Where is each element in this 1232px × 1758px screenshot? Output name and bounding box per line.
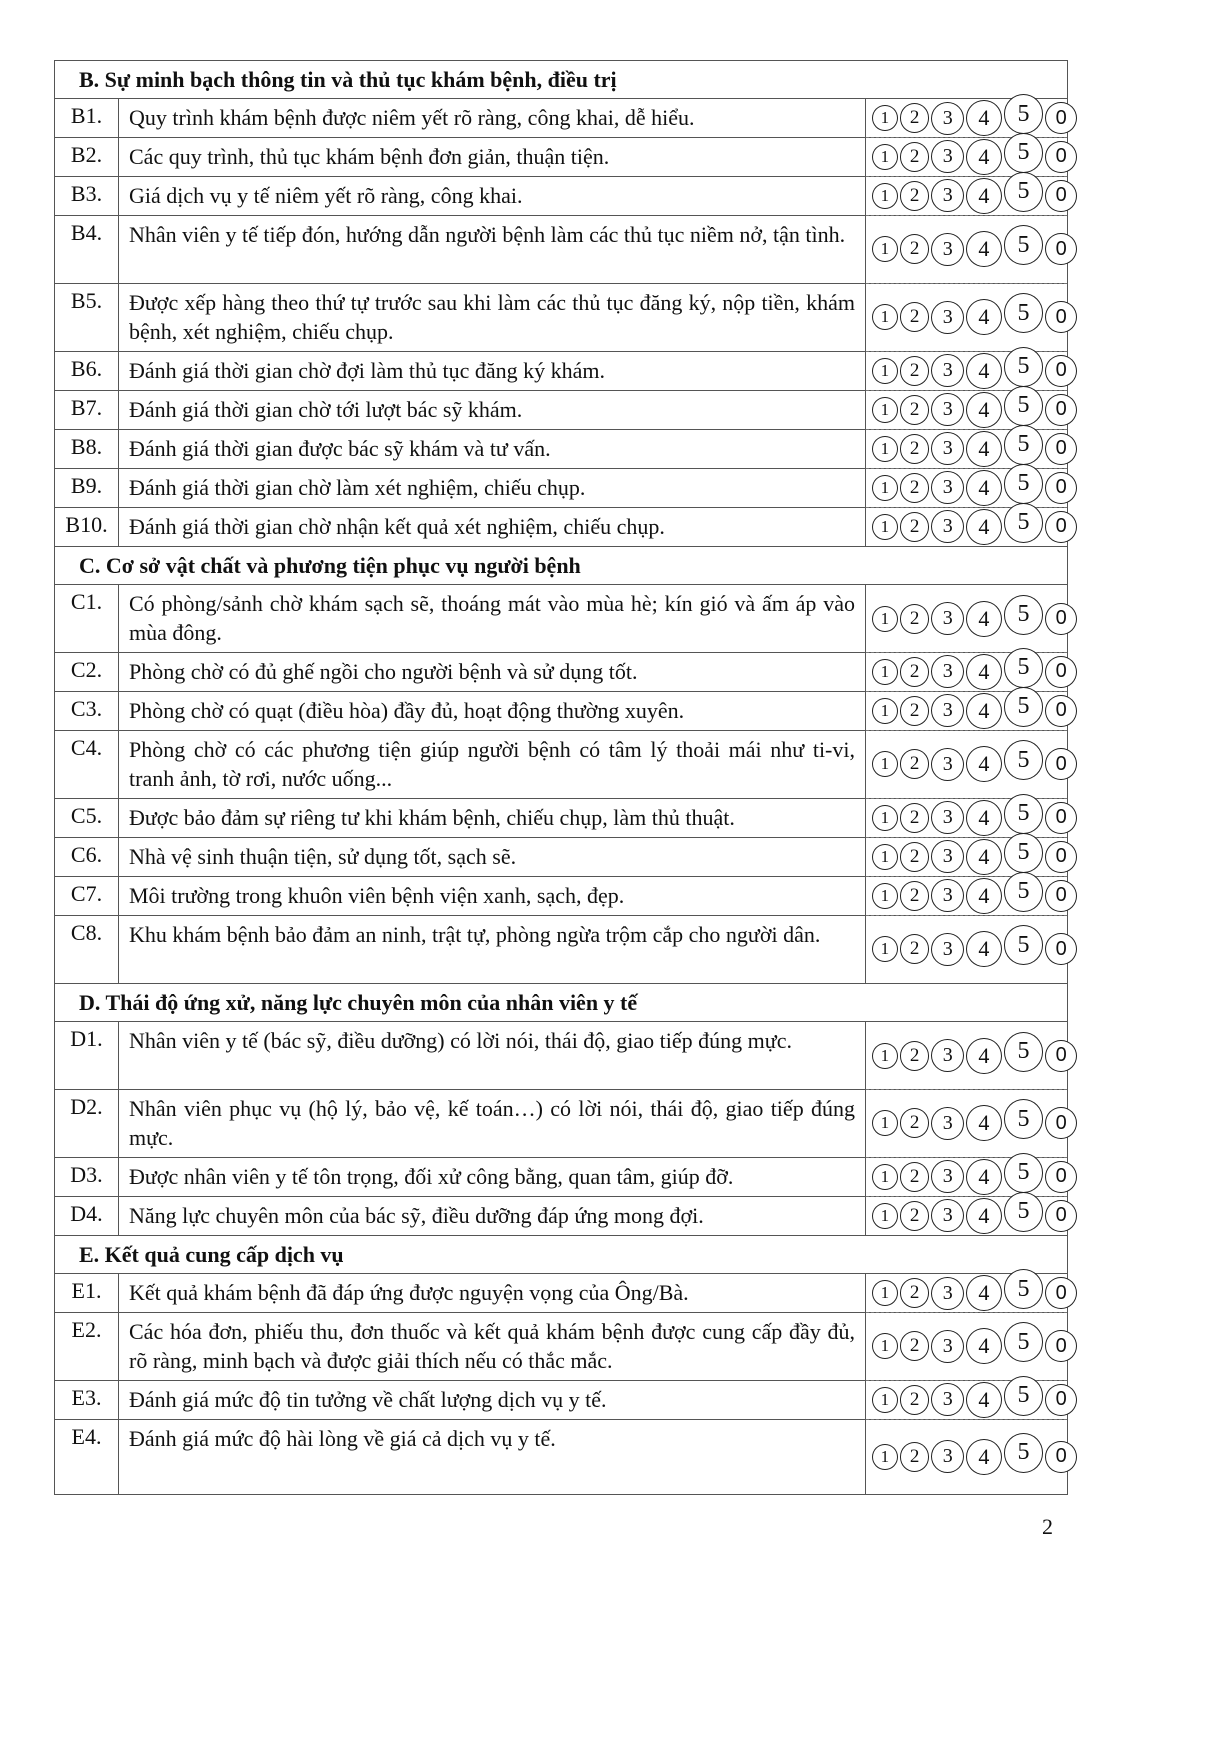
rating-scale <box>866 390 1067 430</box>
rating-option-5[interactable]: 5 <box>1004 347 1044 387</box>
rating-option-1[interactable]: 1 <box>872 844 898 870</box>
rating-option-3[interactable]: 3 <box>931 1039 964 1072</box>
rating-option-2[interactable]: 2 <box>900 934 930 964</box>
question-text: Các hóa đơn, phiếu thu, đơn thuốc và kết quả khám bệnh được cung cấp đầy đủ, rõ ràng, minh bạch và được giải thích nếu có thắc mắc. <box>119 1313 866 1380</box>
rating-option-1[interactable]: 1 <box>872 1280 898 1306</box>
rating-option-4[interactable]: 4 <box>966 693 1002 729</box>
question-code: B7. <box>55 391 119 429</box>
rating-option-4[interactable]: 4 <box>966 509 1002 545</box>
question-code: D4. <box>55 1197 119 1235</box>
rating-option-4[interactable]: 4 <box>966 231 1002 267</box>
rating-option-5[interactable]: 5 <box>1004 225 1044 265</box>
rating-option-2[interactable]: 2 <box>900 1041 930 1071</box>
question-code: B4. <box>55 216 119 283</box>
question-text: Nhân viên y tế (bác sỹ, điều dưỡng) có lời nói, thái độ, giao tiếp đúng mực. <box>119 1022 866 1089</box>
rating-option-5[interactable]: 5 <box>1004 464 1044 504</box>
rating-option-1[interactable]: 1 <box>872 105 898 131</box>
question-text: Được bảo đảm sự riêng tư khi khám bệnh, chiếu chụp, làm thủ thuật. <box>119 799 866 837</box>
rating-option-4[interactable]: 4 <box>966 601 1002 637</box>
question-code: B9. <box>55 469 119 507</box>
question-row <box>55 177 1067 216</box>
rating-option-4[interactable]: 4 <box>966 353 1002 389</box>
rating-option-2[interactable]: 2 <box>900 434 930 464</box>
rating-option-4[interactable]: 4 <box>966 1159 1002 1195</box>
rating-option-3[interactable]: 3 <box>931 694 964 727</box>
rating-option-0[interactable]: 0 <box>1045 880 1077 912</box>
rating-option-0[interactable]: 0 <box>1045 1384 1077 1416</box>
rating-scale <box>866 837 1067 877</box>
question-text: Giá dịch vụ y tế niêm yết rõ ràng, công khai. <box>119 177 866 215</box>
rating-option-3[interactable]: 3 <box>931 879 964 912</box>
question-code: C1. <box>55 585 119 652</box>
rating-option-3[interactable]: 3 <box>931 301 964 334</box>
question-text: Đánh giá thời gian được bác sỹ khám và tư vấn. <box>119 430 866 468</box>
rating-scale <box>866 876 1067 916</box>
rating-option-3[interactable]: 3 <box>931 1199 964 1232</box>
rating-option-0[interactable]: 0 <box>1045 748 1077 780</box>
rating-option-2[interactable]: 2 <box>900 302 930 332</box>
rating-option-2[interactable]: 2 <box>900 604 930 634</box>
rating-option-0[interactable]: 0 <box>1045 1040 1077 1072</box>
rating-scale <box>866 798 1067 838</box>
rating-option-4[interactable]: 4 <box>966 431 1002 467</box>
question-row <box>55 585 1067 653</box>
rating-option-1[interactable]: 1 <box>872 805 898 831</box>
question-code: C8. <box>55 916 119 983</box>
rating-option-2[interactable]: 2 <box>900 1162 930 1192</box>
section-header: B. Sự minh bạch thông tin và thủ tục khám bệnh, điều trị <box>55 61 1067 99</box>
question-row <box>55 1274 1067 1313</box>
rating-option-4[interactable]: 4 <box>966 470 1002 506</box>
rating-option-1[interactable]: 1 <box>872 514 898 540</box>
rating-option-5[interactable]: 5 <box>1004 1376 1044 1416</box>
rating-option-3[interactable]: 3 <box>931 801 964 834</box>
rating-option-1[interactable]: 1 <box>872 936 898 962</box>
question-code: E4. <box>55 1420 119 1494</box>
section-header: C. Cơ sở vật chất và phương tiện phục vụ người bệnh <box>55 547 1067 585</box>
rating-option-1[interactable]: 1 <box>872 397 898 423</box>
question-code: B6. <box>55 352 119 390</box>
question-code: B8. <box>55 430 119 468</box>
rating-option-3[interactable]: 3 <box>931 933 964 966</box>
question-row <box>55 99 1067 138</box>
rating-scale <box>866 1419 1067 1495</box>
rating-scale <box>866 99 1067 137</box>
rating-option-3[interactable]: 3 <box>931 1383 964 1416</box>
rating-option-4[interactable]: 4 <box>966 800 1002 836</box>
rating-option-0[interactable]: 0 <box>1045 1161 1077 1193</box>
rating-option-1[interactable]: 1 <box>872 883 898 909</box>
rating-option-3[interactable]: 3 <box>931 840 964 873</box>
question-code: B3. <box>55 177 119 215</box>
question-text: Đánh giá thời gian chờ đợi làm thủ tục đăng ký khám. <box>119 352 866 390</box>
question-row <box>55 352 1067 391</box>
rating-option-3[interactable]: 3 <box>931 748 964 781</box>
rating-option-2[interactable]: 2 <box>900 512 930 542</box>
rating-option-4[interactable]: 4 <box>966 1275 1002 1311</box>
question-code: E3. <box>55 1381 119 1419</box>
rating-option-4[interactable]: 4 <box>966 299 1002 335</box>
rating-option-0[interactable]: 0 <box>1045 433 1077 465</box>
rating-option-4[interactable]: 4 <box>966 1038 1002 1074</box>
rating-option-5[interactable]: 5 <box>1004 740 1044 780</box>
question-text: Môi trường trong khuôn viên bệnh viện xanh, sạch, đẹp. <box>119 877 866 915</box>
rating-option-1[interactable]: 1 <box>872 236 898 262</box>
question-code: E1. <box>55 1274 119 1312</box>
rating-option-4[interactable]: 4 <box>966 1382 1002 1418</box>
question-row <box>55 430 1067 469</box>
rating-option-5[interactable]: 5 <box>1004 503 1044 543</box>
question-row <box>55 284 1067 352</box>
rating-option-3[interactable]: 3 <box>931 140 964 173</box>
rating-option-2[interactable]: 2 <box>900 142 930 172</box>
rating-option-3[interactable]: 3 <box>931 432 964 465</box>
question-text: Khu khám bệnh bảo đảm an ninh, trật tự, phòng ngừa trộm cắp cho người dân. <box>119 916 866 983</box>
rating-option-5[interactable]: 5 <box>1004 872 1044 912</box>
question-text: Nhà vệ sinh thuận tiện, sử dụng tốt, sạch sẽ. <box>119 838 866 876</box>
rating-option-3[interactable]: 3 <box>931 393 964 426</box>
rating-option-1[interactable]: 1 <box>872 304 898 330</box>
rating-option-5[interactable]: 5 <box>1004 1322 1044 1362</box>
rating-option-1[interactable]: 1 <box>872 358 898 384</box>
rating-option-5[interactable]: 5 <box>1004 94 1044 134</box>
rating-option-5[interactable]: 5 <box>1004 595 1044 635</box>
rating-option-5[interactable]: 5 <box>1004 925 1044 965</box>
question-text: Có phòng/sảnh chờ khám sạch sẽ, thoáng mát vào mùa hè; kín gió và ấm áp vào mùa đông. <box>119 585 866 652</box>
rating-option-1[interactable]: 1 <box>872 698 898 724</box>
question-text: Đánh giá thời gian chờ làm xét nghiệm, chiếu chụp. <box>119 469 866 507</box>
rating-option-0[interactable]: 0 <box>1045 1277 1077 1309</box>
rating-scale <box>866 915 1067 984</box>
rating-option-1[interactable]: 1 <box>872 1110 898 1136</box>
question-row <box>55 1381 1067 1420</box>
rating-option-5[interactable]: 5 <box>1004 1153 1044 1193</box>
rating-option-3[interactable]: 3 <box>931 1277 964 1310</box>
question-row <box>55 799 1067 838</box>
rating-option-4[interactable]: 4 <box>966 1198 1002 1234</box>
rating-option-4[interactable]: 4 <box>966 1439 1002 1475</box>
question-text: Quy trình khám bệnh được niêm yết rõ ràng, công khai, dễ hiểu. <box>119 99 866 137</box>
rating-option-2[interactable]: 2 <box>900 234 930 264</box>
question-code: B1. <box>55 99 119 137</box>
rating-scale <box>866 1312 1067 1381</box>
rating-option-3[interactable]: 3 <box>931 1107 964 1140</box>
rating-option-0[interactable]: 0 <box>1045 933 1077 965</box>
question-code: C6. <box>55 838 119 876</box>
question-code: D1. <box>55 1022 119 1089</box>
section-header: E. Kết quả cung cấp dịch vụ <box>55 1236 1067 1274</box>
rating-option-2[interactable]: 2 <box>900 1201 930 1231</box>
rating-scale <box>866 176 1067 216</box>
question-text: Nhân viên y tế tiếp đón, hướng dẫn người bệnh làm các thủ tục niềm nở, tận tình. <box>119 216 866 283</box>
question-row <box>55 391 1067 430</box>
rating-option-1[interactable]: 1 <box>872 1203 898 1229</box>
rating-option-3[interactable]: 3 <box>931 655 964 688</box>
page-number: 2 <box>1042 1514 1053 1539</box>
rating-option-0[interactable]: 0 <box>1045 394 1077 426</box>
rating-option-5[interactable]: 5 <box>1004 1099 1044 1139</box>
rating-scale <box>866 1089 1067 1158</box>
rating-option-0[interactable]: 0 <box>1045 802 1077 834</box>
rating-option-5[interactable]: 5 <box>1004 1433 1044 1473</box>
rating-option-4[interactable]: 4 <box>966 139 1002 175</box>
question-code: B2. <box>55 138 119 176</box>
rating-option-5[interactable]: 5 <box>1004 1269 1044 1309</box>
question-text: Đánh giá thời gian chờ nhận kết quả xét nghiệm, chiếu chụp. <box>119 508 866 546</box>
rating-option-1[interactable]: 1 <box>872 436 898 462</box>
question-text: Phòng chờ có đủ ghế ngồi cho người bệnh và sử dụng tốt. <box>119 653 866 691</box>
question-code: C2. <box>55 653 119 691</box>
rating-option-3[interactable]: 3 <box>931 1160 964 1193</box>
rating-scale <box>866 215 1067 284</box>
rating-scale <box>866 1196 1067 1236</box>
rating-option-0[interactable]: 0 <box>1045 695 1077 727</box>
rating-option-0[interactable]: 0 <box>1045 301 1077 333</box>
rating-option-0[interactable]: 0 <box>1045 656 1077 688</box>
question-text: Đánh giá thời gian chờ tới lượt bác sỹ khám. <box>119 391 866 429</box>
rating-scale <box>866 1274 1067 1312</box>
question-row <box>55 469 1067 508</box>
question-code: C5. <box>55 799 119 837</box>
question-text: Đánh giá mức độ hài lòng về giá cả dịch vụ y tế. <box>119 1420 866 1494</box>
rating-option-2[interactable]: 2 <box>900 803 930 833</box>
question-text: Phòng chờ có quạt (điều hòa) đầy đủ, hoạt động thường xuyên. <box>119 692 866 730</box>
rating-option-3[interactable]: 3 <box>931 1440 964 1473</box>
question-row <box>55 1197 1067 1236</box>
section-header: D. Thái độ ứng xử, năng lực chuyên môn của nhân viên y tế <box>55 984 1067 1022</box>
question-code: E2. <box>55 1313 119 1380</box>
question-code: C4. <box>55 731 119 798</box>
rating-option-3[interactable]: 3 <box>931 1330 964 1363</box>
rating-option-2[interactable]: 2 <box>900 842 930 872</box>
survey-table <box>54 60 1068 1495</box>
question-row <box>55 731 1067 799</box>
rating-option-5[interactable]: 5 <box>1004 648 1044 688</box>
rating-option-2[interactable]: 2 <box>900 657 930 687</box>
rating-option-5[interactable]: 5 <box>1004 293 1044 333</box>
question-code: D3. <box>55 1158 119 1196</box>
rating-option-3[interactable]: 3 <box>931 233 964 266</box>
rating-option-3[interactable]: 3 <box>931 179 964 212</box>
question-code: C7. <box>55 877 119 915</box>
rating-option-4[interactable]: 4 <box>966 746 1002 782</box>
rating-option-0[interactable]: 0 <box>1045 355 1077 387</box>
rating-option-3[interactable]: 3 <box>931 354 964 387</box>
rating-option-0[interactable]: 0 <box>1045 1441 1077 1473</box>
rating-option-5[interactable]: 5 <box>1004 833 1044 873</box>
rating-option-5[interactable]: 5 <box>1004 172 1044 212</box>
rating-option-4[interactable]: 4 <box>966 178 1002 214</box>
rating-option-0[interactable]: 0 <box>1045 1330 1077 1362</box>
question-text: Kết quả khám bệnh đã đáp ứng được nguyện vọng của Ông/Bà. <box>119 1274 866 1312</box>
question-row <box>55 138 1067 177</box>
question-text: Đánh giá mức độ tin tưởng về chất lượng dịch vụ y tế. <box>119 1381 866 1419</box>
question-code: B10. <box>55 508 119 546</box>
rating-option-5[interactable]: 5 <box>1004 386 1044 426</box>
rating-scale <box>866 585 1067 652</box>
rating-option-2[interactable]: 2 <box>900 395 930 425</box>
question-row <box>55 1420 1067 1494</box>
rating-option-2[interactable]: 2 <box>900 749 930 779</box>
rating-option-2[interactable]: 2 <box>900 1442 930 1472</box>
rating-option-2[interactable]: 2 <box>900 696 930 726</box>
rating-option-0[interactable]: 0 <box>1045 102 1077 134</box>
rating-option-4[interactable]: 4 <box>966 654 1002 690</box>
rating-scale <box>866 351 1067 391</box>
rating-option-4[interactable]: 4 <box>966 1105 1002 1141</box>
rating-option-0[interactable]: 0 <box>1045 1107 1077 1139</box>
rating-option-2[interactable]: 2 <box>900 1108 930 1138</box>
rating-option-0[interactable]: 0 <box>1045 603 1077 635</box>
rating-option-5[interactable]: 5 <box>1004 687 1044 727</box>
rating-option-1[interactable]: 1 <box>872 1164 898 1190</box>
rating-scale <box>866 137 1067 177</box>
rating-option-5[interactable]: 5 <box>1004 1192 1044 1232</box>
rating-option-5[interactable]: 5 <box>1004 133 1044 173</box>
question-text: Các quy trình, thủ tục khám bệnh đơn giản, thuận tiện. <box>119 138 866 176</box>
rating-option-5[interactable]: 5 <box>1004 425 1044 465</box>
rating-option-0[interactable]: 0 <box>1045 1200 1077 1232</box>
rating-option-2[interactable]: 2 <box>900 1331 930 1361</box>
rating-option-0[interactable]: 0 <box>1045 841 1077 873</box>
rating-scale <box>866 283 1067 352</box>
rating-option-4[interactable]: 4 <box>966 839 1002 875</box>
question-text: Phòng chờ có các phương tiện giúp người bệnh có tâm lý thoải mái như ti-vi, tranh ảnh, tờ rơi, nước uống... <box>119 731 866 798</box>
question-text: Được xếp hàng theo thứ tự trước sau khi làm các thủ tục đăng ký, nộp tiền, khám bệnh, xét nghiệm, chiếu chụp. <box>119 284 866 351</box>
rating-scale <box>866 468 1067 508</box>
rating-option-3[interactable]: 3 <box>931 510 964 543</box>
rating-option-4[interactable]: 4 <box>966 392 1002 428</box>
rating-scale <box>866 507 1067 547</box>
rating-scale <box>866 652 1067 692</box>
rating-scale <box>866 1157 1067 1197</box>
rating-option-1[interactable]: 1 <box>872 475 898 501</box>
rating-option-4[interactable]: 4 <box>966 100 1002 136</box>
rating-option-0[interactable]: 0 <box>1045 511 1077 543</box>
rating-option-2[interactable]: 2 <box>900 1385 930 1415</box>
rating-option-1[interactable]: 1 <box>872 144 898 170</box>
question-row <box>55 1158 1067 1197</box>
question-row <box>55 1313 1067 1381</box>
rating-option-2[interactable]: 2 <box>900 1278 930 1308</box>
rating-option-2[interactable]: 2 <box>900 181 930 211</box>
rating-option-2[interactable]: 2 <box>900 881 930 911</box>
rating-option-0[interactable]: 0 <box>1045 180 1077 212</box>
rating-option-1[interactable]: 1 <box>872 751 898 777</box>
rating-option-4[interactable]: 4 <box>966 931 1002 967</box>
rating-option-3[interactable]: 3 <box>931 471 964 504</box>
rating-option-2[interactable]: 2 <box>900 103 930 133</box>
question-code: B5. <box>55 284 119 351</box>
question-row <box>55 653 1067 692</box>
rating-option-0[interactable]: 0 <box>1045 472 1077 504</box>
rating-option-1[interactable]: 1 <box>872 1333 898 1359</box>
rating-option-2[interactable]: 2 <box>900 356 930 386</box>
rating-option-3[interactable]: 3 <box>931 102 964 135</box>
question-row <box>55 1090 1067 1158</box>
rating-option-2[interactable]: 2 <box>900 473 930 503</box>
rating-option-0[interactable]: 0 <box>1045 141 1077 173</box>
rating-option-5[interactable]: 5 <box>1004 1032 1044 1072</box>
question-text: Năng lực chuyên môn của bác sỹ, điều dưỡng đáp ứng mong đợi. <box>119 1197 866 1235</box>
rating-option-4[interactable]: 4 <box>966 1328 1002 1364</box>
rating-scale <box>866 1380 1067 1420</box>
question-row <box>55 1022 1067 1090</box>
question-code: C3. <box>55 692 119 730</box>
rating-option-1[interactable]: 1 <box>872 1387 898 1413</box>
rating-option-0[interactable]: 0 <box>1045 233 1077 265</box>
question-row <box>55 692 1067 731</box>
rating-scale <box>866 730 1067 799</box>
rating-option-3[interactable]: 3 <box>931 602 964 635</box>
question-row <box>55 216 1067 284</box>
rating-option-1[interactable]: 1 <box>872 606 898 632</box>
rating-option-4[interactable]: 4 <box>966 878 1002 914</box>
question-row <box>55 508 1067 547</box>
rating-option-1[interactable]: 1 <box>872 659 898 685</box>
rating-option-1[interactable]: 1 <box>872 183 898 209</box>
rating-option-5[interactable]: 5 <box>1004 794 1044 834</box>
rating-option-1[interactable]: 1 <box>872 1444 898 1470</box>
question-text: Được nhân viên y tế tôn trọng, đối xử công bằng, quan tâm, giúp đỡ. <box>119 1158 866 1196</box>
rating-scale <box>866 1022 1067 1089</box>
question-row <box>55 877 1067 916</box>
question-row <box>55 916 1067 984</box>
question-code: D2. <box>55 1090 119 1157</box>
rating-option-1[interactable]: 1 <box>872 1043 898 1069</box>
rating-scale <box>866 429 1067 469</box>
rating-scale <box>866 691 1067 731</box>
question-row <box>55 838 1067 877</box>
question-text: Nhân viên phục vụ (hộ lý, bảo vệ, kế toán…) có lời nói, thái độ, giao tiếp đúng mực. <box>119 1090 866 1157</box>
